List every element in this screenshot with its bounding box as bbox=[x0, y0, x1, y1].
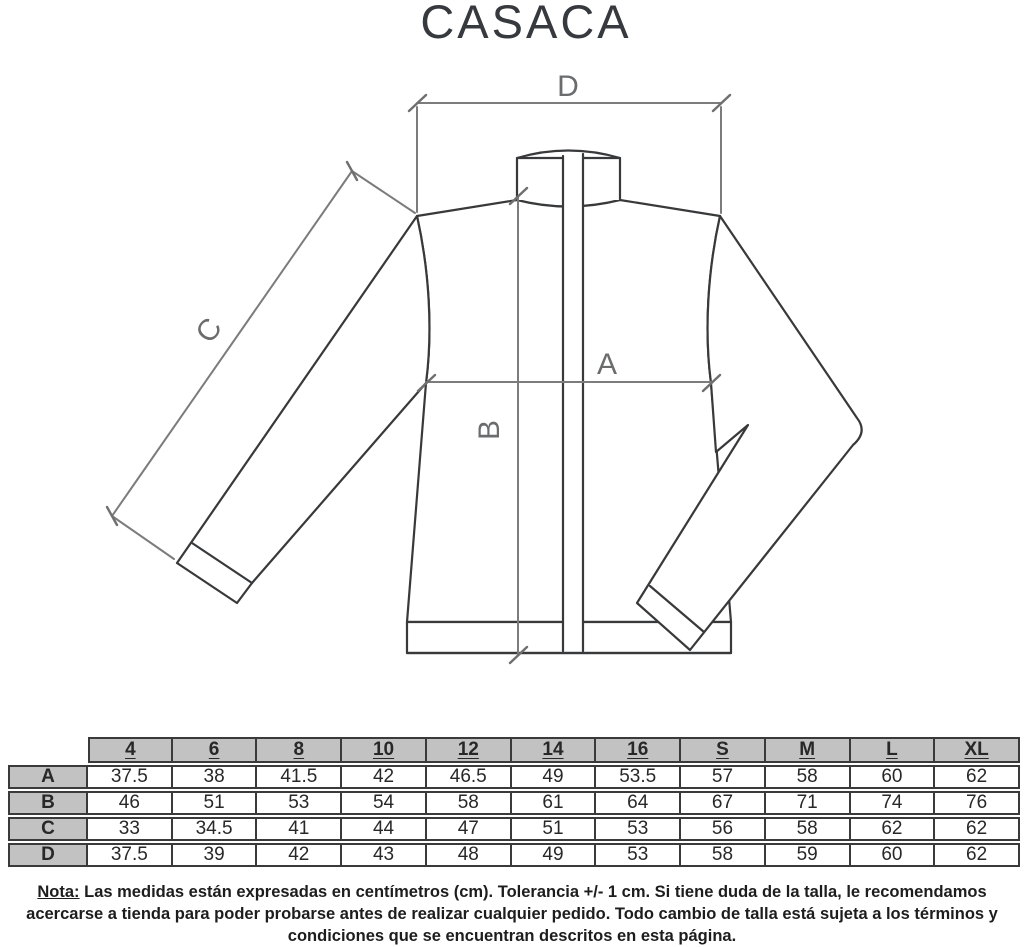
measure-value-cell: 34.5 bbox=[173, 817, 258, 841]
table-header-row bbox=[8, 737, 1020, 763]
measure-value-cell: 46.5 bbox=[427, 765, 512, 789]
dimension-label-d: D bbox=[557, 70, 579, 103]
measure-value-cell: 49 bbox=[512, 843, 597, 867]
size-column-header: M bbox=[766, 737, 851, 763]
size-column-header: 8 bbox=[257, 737, 342, 763]
jacket-outline bbox=[177, 151, 862, 654]
measure-value-cell: 62 bbox=[935, 765, 1020, 789]
measure-value-cell: 53 bbox=[596, 843, 681, 867]
measure-value-cell: 60 bbox=[851, 843, 936, 867]
size-table bbox=[8, 737, 1020, 867]
size-column-header: S bbox=[681, 737, 766, 763]
table-row bbox=[8, 791, 1020, 815]
measure-row-label: D bbox=[8, 843, 88, 867]
measure-value-cell: 54 bbox=[342, 791, 427, 815]
measure-value-cell: 62 bbox=[935, 843, 1020, 867]
measure-row-label: B bbox=[8, 791, 88, 815]
measure-value-cell: 58 bbox=[681, 843, 766, 867]
measure-value-cell: 76 bbox=[935, 791, 1020, 815]
measure-value-cell: 43 bbox=[342, 843, 427, 867]
measure-value-cell: 49 bbox=[512, 765, 597, 789]
measure-value-cell: 42 bbox=[257, 843, 342, 867]
measure-value-cell: 41 bbox=[257, 817, 342, 841]
measure-value-cell: 53.5 bbox=[596, 765, 681, 789]
measure-row-label: A bbox=[8, 765, 88, 789]
jacket-left-sleeve bbox=[177, 216, 429, 603]
measure-value-cell: 51 bbox=[512, 817, 597, 841]
note-label: Nota: bbox=[37, 883, 80, 901]
size-column-header: 12 bbox=[427, 737, 512, 763]
measure-value-cell: 37.5 bbox=[88, 765, 173, 789]
measure-value-cell: 48 bbox=[427, 843, 512, 867]
page-title: CASACA bbox=[420, 0, 632, 48]
measure-value-cell: 44 bbox=[342, 817, 427, 841]
measure-row-label: C bbox=[8, 817, 88, 841]
measure-value-cell: 71 bbox=[766, 791, 851, 815]
measure-value-cell: 56 bbox=[681, 817, 766, 841]
measure-value-cell: 51 bbox=[173, 791, 258, 815]
size-column-header: 10 bbox=[342, 737, 427, 763]
size-column-header: 14 bbox=[512, 737, 597, 763]
measure-value-cell: 64 bbox=[596, 791, 681, 815]
measure-value-cell: 39 bbox=[173, 843, 258, 867]
size-column-header: 6 bbox=[173, 737, 258, 763]
measure-value-cell: 37.5 bbox=[88, 843, 173, 867]
note bbox=[0, 881, 1024, 947]
measure-value-cell: 46 bbox=[88, 791, 173, 815]
size-column-header: L bbox=[851, 737, 936, 763]
dimension-label-b: B bbox=[473, 419, 506, 441]
measure-value-cell: 74 bbox=[851, 791, 936, 815]
measure-value-cell: 67 bbox=[681, 791, 766, 815]
measure-value-cell: 59 bbox=[766, 843, 851, 867]
note-text: Las medidas están expresadas en centímetros (cm). Tolerancia +/- 1 cm. Si tiene duda de la talla, le recomendamos acercarse a tienda para poder probarse antes de realizar cualquier pedido. Todo cambio de talla está sujeta a los términos y condiciones que se encuentran descritos en esta página. bbox=[26, 883, 998, 945]
table-corner-cell bbox=[8, 737, 88, 763]
measure-value-cell: 33 bbox=[88, 817, 173, 841]
measure-value-cell: 58 bbox=[766, 817, 851, 841]
measure-value-cell: 61 bbox=[512, 791, 597, 815]
measure-value-cell: 62 bbox=[851, 817, 936, 841]
measure-value-cell: 41.5 bbox=[257, 765, 342, 789]
measure-value-cell: 62 bbox=[935, 817, 1020, 841]
dimension-label-c: C bbox=[189, 312, 229, 349]
measure-value-cell: 47 bbox=[427, 817, 512, 841]
measure-value-cell: 38 bbox=[173, 765, 258, 789]
measure-value-cell: 53 bbox=[257, 791, 342, 815]
size-column-header: XL bbox=[935, 737, 1020, 763]
size-column-header: 16 bbox=[596, 737, 681, 763]
size-column-header: 4 bbox=[88, 737, 173, 763]
dimension-label-a: A bbox=[596, 348, 618, 381]
measure-value-cell: 42 bbox=[342, 765, 427, 789]
table-row bbox=[8, 843, 1020, 867]
measure-value-cell: 60 bbox=[851, 765, 936, 789]
zipper-strip bbox=[564, 154, 582, 651]
measure-value-cell: 53 bbox=[596, 817, 681, 841]
measure-value-cell: 57 bbox=[681, 765, 766, 789]
table-row bbox=[8, 765, 1020, 789]
measure-value-cell: 58 bbox=[766, 765, 851, 789]
table-row bbox=[8, 817, 1020, 841]
measure-value-cell: 58 bbox=[427, 791, 512, 815]
